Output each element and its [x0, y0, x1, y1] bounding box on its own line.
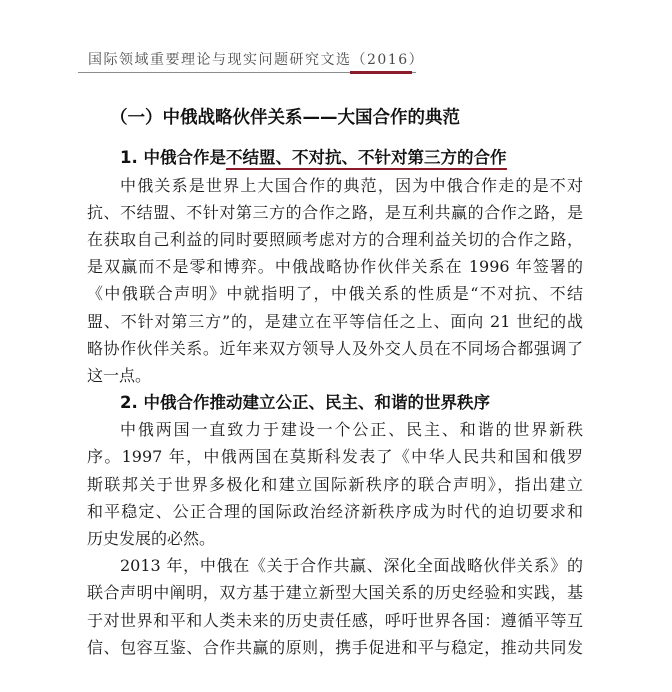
paragraph-line: 《中俄联合声明》中就指明了，中俄关系的性质是“不对抗、不结	[87, 284, 583, 304]
subheading-1-prefix: 1. 中俄合作是	[120, 148, 226, 168]
paragraph-line: 和平稳定、公正合理的国际政治经济新秩序成为时代的迫切要求和	[87, 501, 583, 521]
paragraph-line: 这一点。	[87, 365, 152, 385]
paragraph-line: 抗、不结盟、不针对第三方的合作之路，是互利共赢的合作之路，是	[87, 202, 583, 222]
page-body	[87, 144, 583, 661]
paragraph-line: 历史发展的必然。	[87, 529, 216, 549]
paragraph-line: 中俄关系是世界上大国合作的典范，因为中俄合作走的是不对	[120, 175, 583, 195]
paragraph-line: 略协作伙伴关系。近年来双方领导人及外交人员在不同场合都强调了	[87, 338, 583, 358]
paragraph-line: 联合声明中阐明，双方基于建立新型大国关系的历史经验和实践，基	[87, 583, 583, 603]
paragraph-line: 2013 年，中俄在《关于合作共赢、深化全面战略伙伴关系》的	[120, 556, 583, 576]
section-heading: （一）中俄战略伙伴关系——大国合作的典范	[110, 108, 460, 128]
paragraph	[87, 416, 583, 552]
paragraph	[87, 552, 583, 661]
paragraph-line: 序。1997 年，中俄两国在莫斯科发表了《中华人民共和国和俄罗	[87, 447, 583, 467]
paragraph-line: 在获取自己利益的同时要照顾考虑对方的合理利益关切的合作之路，	[87, 229, 583, 249]
subheading-1-emphasis: 不结盟、不对抗、不针对第三方的合作	[226, 148, 507, 170]
paragraph-line: 盟、不针对第三方”的，是建立在平等信任之上、面向 21 世纪的战	[87, 311, 583, 331]
book-title: 国际领域重要理论与现实问题研究文选	[88, 52, 352, 68]
paragraph	[87, 172, 583, 390]
paragraph-line: 信、包容互鉴、合作共赢的原则，携手促进和平与稳定，推动共同发	[87, 637, 583, 657]
year-underline	[350, 71, 412, 74]
paragraph-line: 中俄两国一直致力于建设一个公正、民主、和谐的世界新秩	[120, 420, 583, 440]
paragraph-line: 是双赢而不是零和博弈。中俄战略协作伙伴关系在 1996 年签署的	[87, 257, 583, 277]
paragraph-line: 于对世界和平和人类未来的历史责任感，呼吁世界各国：遵循平等互	[87, 610, 583, 630]
subheading-2: 2. 中俄合作推动建立公正、民主、和谐的世界秩序	[120, 393, 490, 413]
subheading-1	[87, 144, 583, 171]
running-header	[88, 51, 424, 69]
paragraph-line: 斯联邦关于世界多极化和建立国际新秩序的联合声明》，指出建立	[87, 474, 583, 494]
book-year: （2016）	[351, 52, 425, 68]
